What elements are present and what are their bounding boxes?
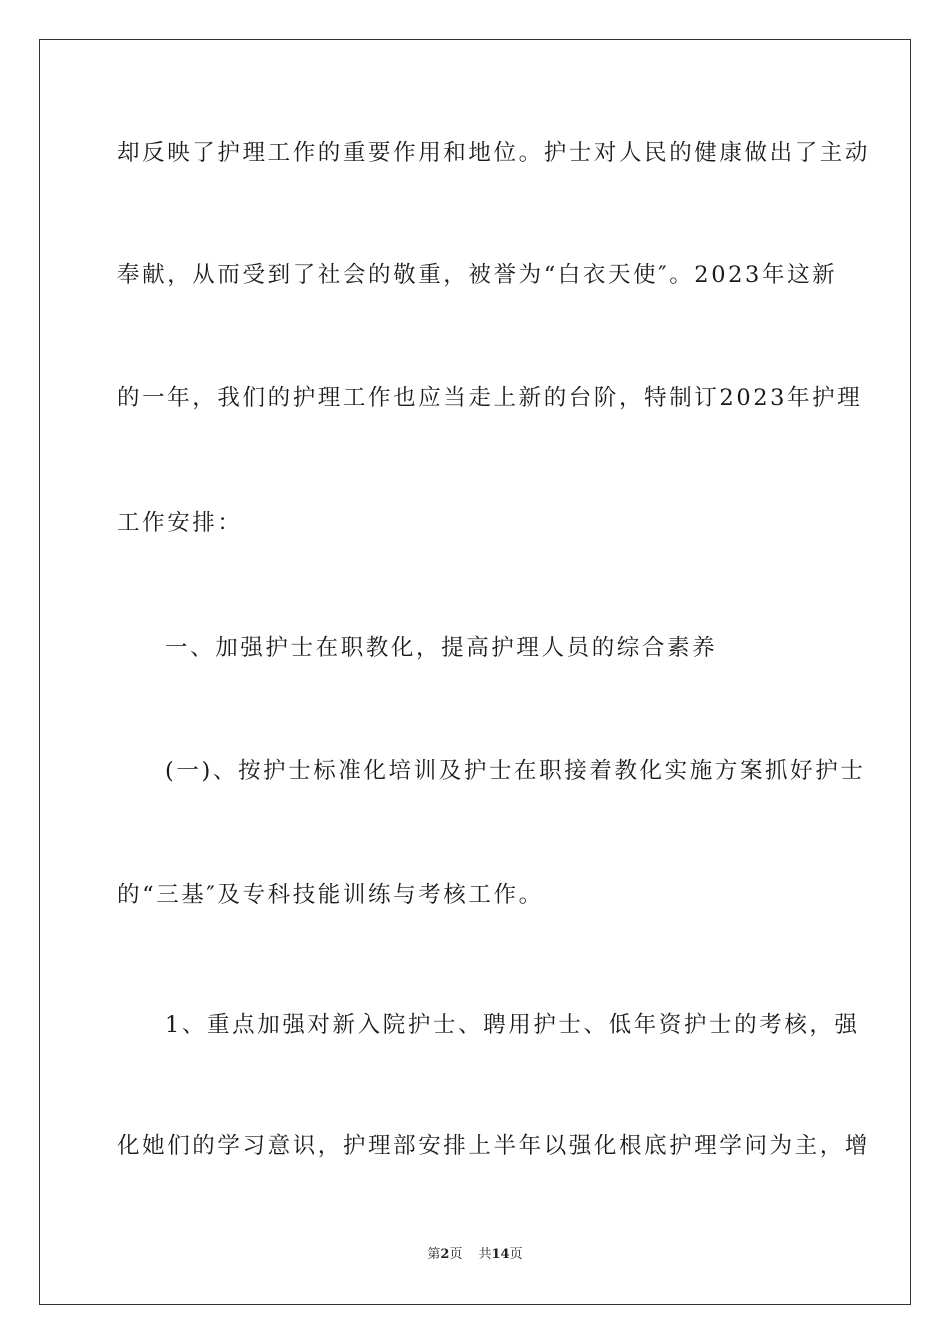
page-suffix: 页: [449, 1247, 463, 1262]
body-line-4: 工作安排：: [117, 510, 243, 536]
total-page-number: 14: [491, 1247, 510, 1262]
total-suffix: 页: [509, 1247, 523, 1262]
subsection-line-2: 的“三基″及专科技能训练与考核工作。: [117, 882, 544, 908]
subsection-line-1: (一)、按护士标准化培训及护士在职接着教化实施方案抓好护士: [165, 758, 866, 784]
page-prefix: 第: [427, 1247, 441, 1262]
page-border: [39, 39, 911, 1305]
page-footer: [0, 1243, 950, 1262]
body-line-2: 奉献，从而受到了社会的敬重，被誉为“白衣天使″。2023年这新: [117, 262, 838, 288]
body-line-1: 却反映了护理工作的重要作用和地位。护士对人民的健康做出了主动: [117, 140, 871, 166]
body-line-3: 的一年，我们的护理工作也应当走上新的台阶，特制订2023年护理: [117, 385, 863, 411]
item-line-1: 1、重点加强对新入院护士、聘用护士、低年资护士的考核，强: [165, 1012, 860, 1038]
item-line-2: 化她们的学习意识，护理部安排上半年以强化根底护理学问为主，增: [117, 1133, 871, 1159]
section-heading: 一、加强护士在职教化，提高护理人员的综合素养: [165, 635, 718, 661]
current-page-number: 2: [440, 1247, 450, 1262]
total-prefix: 共: [478, 1247, 492, 1262]
